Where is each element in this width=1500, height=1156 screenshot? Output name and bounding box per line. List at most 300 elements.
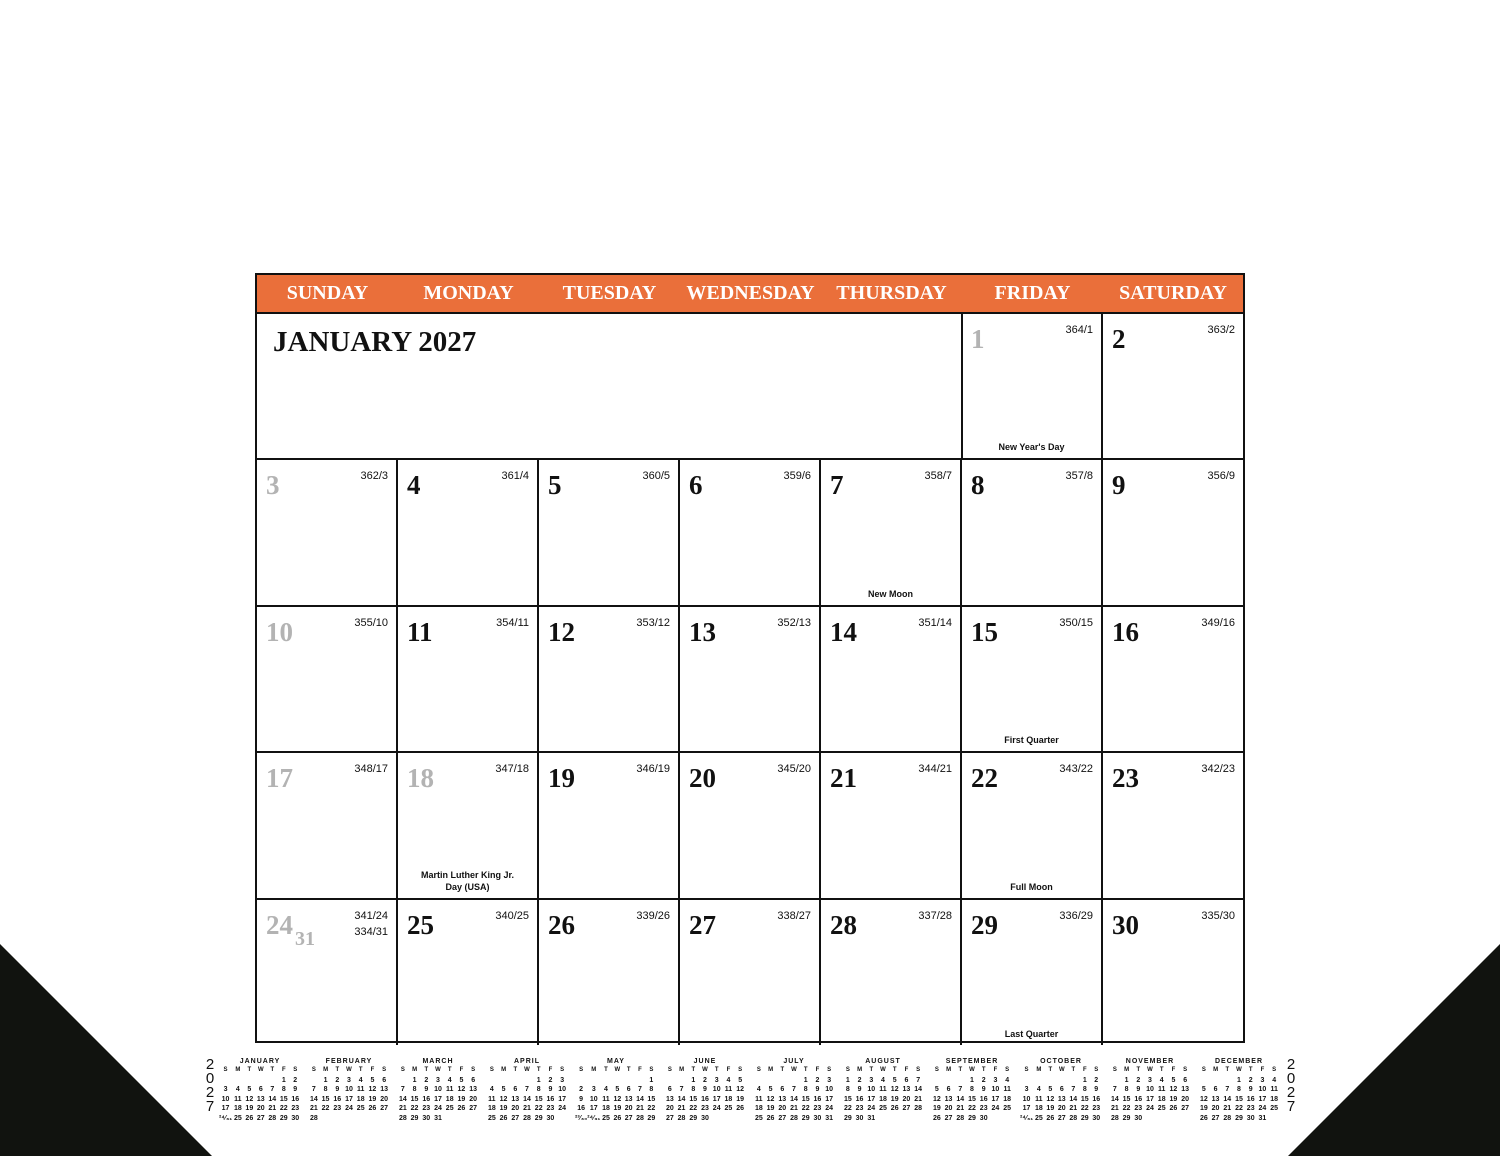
mini-day: 23: [813, 1105, 822, 1112]
mini-weekday-letter: S: [579, 1067, 584, 1073]
mini-day: [612, 1076, 623, 1086]
day-of-year-count: 358/7: [924, 470, 952, 483]
mini-day: 2: [579, 1086, 584, 1093]
mini-day: 25: [487, 1114, 496, 1122]
day-cell[interactable]: [1103, 753, 1243, 899]
day-cell[interactable]: [962, 460, 1103, 606]
mini-weekday-letter: M: [768, 1067, 774, 1073]
day-of-year-count: 335/30: [1201, 909, 1235, 922]
mini-day: 3: [560, 1076, 565, 1084]
mini-weekday-letter: T: [335, 1067, 340, 1073]
mini-day: 18: [724, 1095, 733, 1103]
mini-day: [486, 1076, 498, 1086]
mini-day: 14: [268, 1095, 277, 1103]
day-number: 12: [548, 616, 575, 647]
mini-day: 10: [1146, 1086, 1154, 1093]
mini-day: 21: [1110, 1105, 1119, 1112]
mini-day: 14: [1110, 1095, 1119, 1103]
day-cell[interactable]: [680, 753, 821, 899]
mini-weekday-letter: S: [471, 1067, 476, 1073]
year-digit: 2: [1286, 1056, 1296, 1073]
mini-weekday-letter: T: [958, 1067, 963, 1073]
mini-day: 26: [736, 1105, 745, 1112]
mini-day: 21: [790, 1105, 798, 1112]
day-cell[interactable]: [821, 460, 962, 606]
day-cell[interactable]: [962, 314, 1103, 460]
mini-day: 5: [934, 1086, 939, 1093]
mini-day: 12: [932, 1095, 941, 1103]
mini-day: 20: [665, 1105, 674, 1112]
day-cell[interactable]: [539, 753, 680, 899]
mini-day: 29: [968, 1114, 976, 1122]
weekday-tuesday: TUESDAY: [562, 282, 657, 304]
mini-day: 6: [904, 1076, 909, 1084]
day-number: 30: [1112, 909, 1139, 940]
day-of-year-count: 344/21: [918, 763, 952, 776]
day-of-year-count: 350/15: [1059, 616, 1093, 629]
mini-day: 9: [703, 1086, 707, 1093]
mini-weekday-letter: M: [1213, 1067, 1219, 1073]
mini-day: 25: [1003, 1105, 1012, 1112]
mini-day: 10: [558, 1086, 567, 1093]
day-cell[interactable]: [962, 607, 1103, 753]
mini-day: 27: [469, 1105, 478, 1112]
mini-day: 25: [1034, 1114, 1043, 1122]
mini-day: 7: [638, 1086, 642, 1093]
day-of-year-count: 349/16: [1201, 616, 1235, 629]
day-of-year-count: 341/24: [354, 909, 388, 922]
mini-day: 12: [1046, 1095, 1055, 1103]
mini-day: 2: [424, 1076, 429, 1084]
day-number: 2: [1112, 324, 1126, 354]
mini-day: 29: [1235, 1114, 1243, 1122]
mini-day: 1: [1124, 1076, 1129, 1084]
mini-day: 13: [1057, 1095, 1066, 1103]
mini-day: 21: [636, 1105, 644, 1112]
mini-day: 13: [778, 1095, 787, 1103]
mini-day: 8: [281, 1086, 286, 1093]
day-number: 10: [266, 616, 293, 647]
mini-day: 30: [422, 1114, 431, 1122]
mini-day: 6: [258, 1086, 263, 1093]
mini-day: [267, 1076, 278, 1086]
day-cell[interactable]: [1103, 607, 1243, 753]
mini-day: 31: [1258, 1114, 1267, 1122]
mini-weekday-letter: W: [880, 1067, 886, 1073]
day-of-year-count-secondary: 334/31: [354, 925, 388, 938]
mini-day: 27: [665, 1114, 674, 1122]
mini-day: 29: [689, 1114, 698, 1122]
mini-day: 28: [398, 1114, 407, 1122]
mini-day: 1: [281, 1076, 286, 1084]
mini-day: 7: [1112, 1086, 1117, 1093]
mini-day: 7: [1225, 1086, 1230, 1093]
mini-day: 15: [1080, 1095, 1089, 1103]
mini-day: 5: [501, 1086, 506, 1093]
day-of-year-count: 357/8: [1065, 470, 1093, 483]
mini-weekday-letter: T: [604, 1067, 608, 1073]
mini-weekday-letter: T: [1071, 1067, 1076, 1073]
day-of-year-count: 343/22: [1059, 763, 1093, 776]
mini-day: 31: [867, 1114, 876, 1122]
mini-day: 5: [247, 1086, 252, 1093]
mini-day: 22: [410, 1105, 419, 1112]
mini-day: 24: [558, 1105, 567, 1112]
day-number: 21: [830, 763, 857, 794]
mini-day: 22: [1235, 1105, 1243, 1112]
mini-day: 23: [291, 1105, 300, 1112]
mini-day: 30: [1134, 1114, 1143, 1122]
day-note: Last Quarter: [1004, 1028, 1059, 1039]
day-cell[interactable]: [398, 753, 539, 899]
mini-day: 6: [667, 1086, 672, 1093]
mini-day: 17: [825, 1095, 834, 1103]
day-number: 14: [830, 616, 857, 647]
day-cell[interactable]: [257, 753, 398, 899]
day-of-year-count: 339/26: [636, 909, 670, 922]
mini-day: 8: [412, 1086, 417, 1093]
mini-day: 10: [712, 1086, 721, 1093]
mini-day: 8: [845, 1086, 850, 1093]
mini-day: 7: [679, 1086, 684, 1093]
weekday-friday: FRIDAY: [994, 282, 1071, 304]
day-cell[interactable]: [257, 900, 398, 1045]
mini-day: 14: [677, 1095, 686, 1103]
mini-day: [788, 1076, 800, 1086]
mini-day: 22: [689, 1105, 698, 1112]
mini-day: 16: [546, 1095, 555, 1103]
mini-day: 4: [489, 1086, 494, 1093]
mini-day: 20: [1211, 1105, 1220, 1112]
mini-day: 18: [356, 1095, 365, 1103]
mini-day: 7: [400, 1086, 405, 1093]
mini-day: [776, 1076, 788, 1086]
day-cell[interactable]: [398, 900, 539, 1045]
mini-day: [1068, 1076, 1079, 1086]
mini-day: 5: [892, 1076, 897, 1084]
mini-day: 9: [857, 1086, 862, 1093]
day-cell[interactable]: [539, 900, 680, 1045]
day-cell[interactable]: [539, 607, 680, 753]
mini-day: 12: [1199, 1095, 1208, 1103]
mini-day: 26: [457, 1105, 466, 1112]
mini-day: 20: [624, 1105, 633, 1112]
mini-weekday-letter: F: [281, 1067, 286, 1073]
mini-day: 1: [649, 1076, 654, 1084]
mini-day: 18: [487, 1105, 496, 1112]
mini-day: 14: [309, 1095, 318, 1103]
mini-day: 7: [311, 1086, 316, 1093]
left-corner-shape: [0, 944, 212, 1156]
mini-day: 25: [1157, 1105, 1166, 1112]
mini-weekday-letter: F: [370, 1067, 375, 1073]
mini-day: 28: [523, 1114, 531, 1122]
mini-weekday-letter: F: [904, 1067, 909, 1073]
mini-day: 9: [424, 1086, 429, 1093]
mini-day: 17: [1022, 1105, 1031, 1112]
mini-day: 20: [778, 1105, 787, 1112]
mini-day: 26: [1169, 1105, 1178, 1112]
day-cell[interactable]: [257, 607, 398, 753]
mini-day: 25: [602, 1114, 610, 1122]
day-cell[interactable]: [680, 900, 821, 1045]
day-cell[interactable]: [962, 900, 1103, 1045]
day-number: 27: [689, 909, 716, 940]
day-cell[interactable]: [398, 460, 539, 606]
mini-month-march: [397, 1057, 479, 1123]
mini-day: 2: [703, 1076, 707, 1084]
mini-day: 3: [436, 1076, 440, 1084]
weekday-monday: MONDAY: [423, 282, 514, 304]
mini-day: 1: [1237, 1076, 1241, 1084]
mini-day: 6: [471, 1076, 476, 1084]
mini-day: 19: [368, 1095, 377, 1103]
mini-day: 4: [1272, 1076, 1277, 1084]
year-digit: 2: [1286, 1084, 1296, 1101]
mini-day: 5: [615, 1086, 620, 1093]
mini-weekday-letter: W: [435, 1067, 441, 1073]
mini-day: 31: [434, 1114, 442, 1122]
mini-day: 20: [256, 1105, 265, 1112]
mini-day: 10: [589, 1095, 598, 1103]
day-of-year-count: 340/25: [495, 909, 529, 922]
mini-day: 6: [626, 1086, 631, 1093]
mini-day: 15: [279, 1095, 288, 1103]
mini-day: 11: [755, 1095, 763, 1103]
mini-day: [232, 1076, 243, 1086]
mini-day: 12: [457, 1086, 466, 1093]
mini-day: 26: [613, 1114, 622, 1122]
mini-day: 16: [422, 1095, 431, 1103]
mini-day: 3: [223, 1086, 228, 1093]
day-cell[interactable]: [680, 607, 821, 753]
day-of-year-count: 359/6: [783, 470, 811, 483]
day-number: 8: [971, 470, 985, 501]
day-number: 17: [266, 763, 293, 794]
mini-day: 4: [447, 1076, 452, 1084]
day-cell[interactable]: [1103, 314, 1243, 460]
mini-day: 29: [1122, 1114, 1131, 1122]
day-of-year-count: 360/5: [642, 470, 670, 483]
mini-weekday-letter: S: [1201, 1067, 1206, 1073]
mini-day: 8: [536, 1086, 541, 1093]
mini-day: 9: [293, 1086, 298, 1093]
mini-month-january: [219, 1057, 301, 1123]
mini-day: 22: [968, 1105, 976, 1112]
day-of-year-count: 348/17: [354, 763, 388, 776]
mini-day: 28: [914, 1105, 923, 1112]
mini-day: 11: [446, 1086, 454, 1093]
mini-day: 4: [1159, 1076, 1164, 1084]
mini-day: 1: [803, 1076, 808, 1084]
mini-day: [1020, 1076, 1033, 1086]
mini-day: 2: [1136, 1076, 1141, 1084]
mini-day: 25: [879, 1105, 887, 1112]
mini-day: [255, 1076, 266, 1086]
day-cell[interactable]: [821, 900, 962, 1045]
mini-day: 26: [766, 1114, 775, 1122]
mini-day: [587, 1076, 600, 1086]
mini-day: 8: [649, 1086, 654, 1093]
mini-day: 19: [245, 1105, 254, 1112]
mini-month-name: APRIL: [514, 1058, 540, 1065]
mini-weekday-letter: W: [969, 1067, 975, 1073]
mini-day: 1: [691, 1076, 696, 1084]
day-cell[interactable]: [680, 460, 821, 606]
mini-day: 6: [382, 1076, 387, 1084]
day-cell[interactable]: [539, 460, 680, 606]
mini-day: 2: [857, 1076, 862, 1084]
mini-weekday-letter: T: [626, 1067, 631, 1073]
mini-day: 3: [1024, 1086, 1029, 1093]
mini-day: 19: [499, 1105, 508, 1112]
day-number: 25: [407, 909, 434, 940]
day-number: 5: [548, 470, 562, 501]
mini-day: 3: [1260, 1076, 1265, 1084]
mini-day: 19: [613, 1105, 622, 1112]
mini-day: 4: [604, 1086, 608, 1093]
mini-day: 27: [511, 1114, 520, 1122]
mini-day: 10: [825, 1086, 834, 1093]
mini-day: 29: [534, 1114, 543, 1122]
mini-day: 13: [256, 1095, 265, 1103]
mini-day: 17: [221, 1105, 230, 1112]
mini-day: 24: [1146, 1105, 1154, 1112]
mini-month-september: [931, 1057, 1013, 1123]
mini-day: 31: [825, 1114, 834, 1122]
mini-month-august: [842, 1057, 924, 1123]
mini-month-name: MAY: [607, 1058, 625, 1065]
mini-day: 25: [445, 1105, 454, 1112]
mini-day: 5: [1171, 1076, 1176, 1084]
day-cell[interactable]: [962, 753, 1103, 899]
mini-day: 18: [1270, 1095, 1279, 1103]
mini-day: 24: [825, 1105, 834, 1112]
mini-day: 25: [356, 1105, 365, 1112]
mini-weekday-letter: T: [1136, 1067, 1141, 1073]
day-number: 26: [548, 909, 575, 940]
mini-day: 10: [1258, 1086, 1267, 1093]
mini-weekday-letter: S: [223, 1067, 228, 1073]
mini-day: 27: [944, 1114, 953, 1122]
day-cell[interactable]: [398, 607, 539, 753]
day-of-year-count: 337/28: [918, 909, 952, 922]
mini-day: 16: [855, 1095, 864, 1103]
mini-weekday-letter: M: [235, 1067, 241, 1073]
mini-weekday-letter: W: [614, 1067, 621, 1073]
mini-day: 13: [624, 1095, 633, 1103]
mini-day: 10: [991, 1086, 1000, 1093]
mini-day: 15: [647, 1095, 656, 1103]
mini-month-june: [664, 1057, 746, 1123]
mini-day: 17: [867, 1095, 876, 1103]
mini-day: 21: [677, 1105, 686, 1112]
mini-weekday-letter: S: [489, 1067, 494, 1073]
mini-weekday-letter: W: [791, 1067, 797, 1073]
mini-day: [1210, 1076, 1222, 1086]
mini-month-name: FEBRUARY: [325, 1058, 373, 1065]
mini-day: 20: [469, 1095, 478, 1103]
mini-day: 18: [879, 1095, 887, 1103]
mini-day: 26: [245, 1114, 254, 1122]
mini-day: 28: [309, 1114, 318, 1122]
mini-day: 13: [469, 1086, 478, 1093]
day-note: New Moon: [868, 588, 913, 599]
year-digit: 0: [1286, 1070, 1296, 1087]
mini-day: 2: [815, 1076, 820, 1084]
mini-day: [1045, 1076, 1056, 1086]
mini-day: 16: [1134, 1095, 1143, 1103]
mini-day: 3: [827, 1076, 832, 1084]
day-cell[interactable]: [1103, 900, 1243, 1045]
mini-day: 7: [1071, 1086, 1076, 1093]
mini-day: 22: [279, 1105, 288, 1112]
day-cell[interactable]: [821, 607, 962, 753]
mini-weekday-letter: S: [1112, 1067, 1117, 1073]
mini-day: 9: [1248, 1086, 1253, 1093]
mini-day: 17: [1258, 1095, 1267, 1103]
mini-day: 13: [511, 1095, 520, 1103]
mini-weekday-letter: S: [1094, 1067, 1099, 1073]
mini-weekday-letter: S: [293, 1067, 298, 1073]
mini-day: 27: [256, 1114, 265, 1122]
mini-day: 20: [1181, 1095, 1190, 1103]
mini-day: [1033, 1076, 1044, 1086]
day-of-year-count: 354/11: [496, 616, 529, 629]
year-digits-left: [203, 1058, 217, 1114]
mini-day: 12: [368, 1086, 377, 1093]
mini-day: 17: [434, 1095, 442, 1103]
mini-day: 14: [790, 1095, 798, 1103]
mini-day: 6: [1213, 1086, 1218, 1093]
mini-day: 20: [902, 1095, 911, 1103]
mini-weekday-letter: S: [382, 1067, 387, 1073]
mini-weekday-letter: S: [756, 1067, 761, 1073]
day-note: New Year's Day: [998, 442, 1065, 453]
mini-weekday-letter: T: [1048, 1067, 1053, 1073]
mini-day: [1198, 1076, 1210, 1086]
mini-day: 29: [801, 1114, 810, 1122]
mini-weekday-letter: S: [667, 1067, 672, 1073]
day-number: 4: [407, 470, 421, 501]
mini-day: 22: [321, 1105, 330, 1112]
mini-day: 14: [1223, 1095, 1232, 1103]
mini-day: 4: [358, 1076, 363, 1084]
mini-month-april: [486, 1057, 568, 1123]
mini-day: 9: [1136, 1086, 1141, 1093]
day-cell[interactable]: [1103, 460, 1243, 606]
mini-day: 11: [1270, 1086, 1278, 1093]
mini-day: [931, 1076, 943, 1086]
mini-weekday-letter: T: [714, 1067, 719, 1073]
mini-day: 19: [932, 1105, 941, 1112]
mini-day: 30: [855, 1114, 864, 1122]
year-digit: 2: [205, 1056, 215, 1073]
mini-day: 6: [1183, 1076, 1188, 1084]
mini-day: 8: [1124, 1086, 1129, 1093]
mini-weekday-letter: T: [1248, 1067, 1253, 1073]
mini-day: 3: [993, 1076, 998, 1084]
day-cell[interactable]: [257, 460, 398, 606]
mini-day: [308, 1076, 320, 1086]
mini-day: 28: [956, 1114, 965, 1122]
mini-weekday-letter: T: [892, 1067, 897, 1073]
day-cell[interactable]: [821, 753, 962, 899]
mini-weekday-letter: M: [857, 1067, 863, 1073]
mini-day: 3: [591, 1086, 596, 1093]
mini-day: 29: [410, 1114, 419, 1122]
mini-month-name: MARCH: [422, 1058, 454, 1065]
